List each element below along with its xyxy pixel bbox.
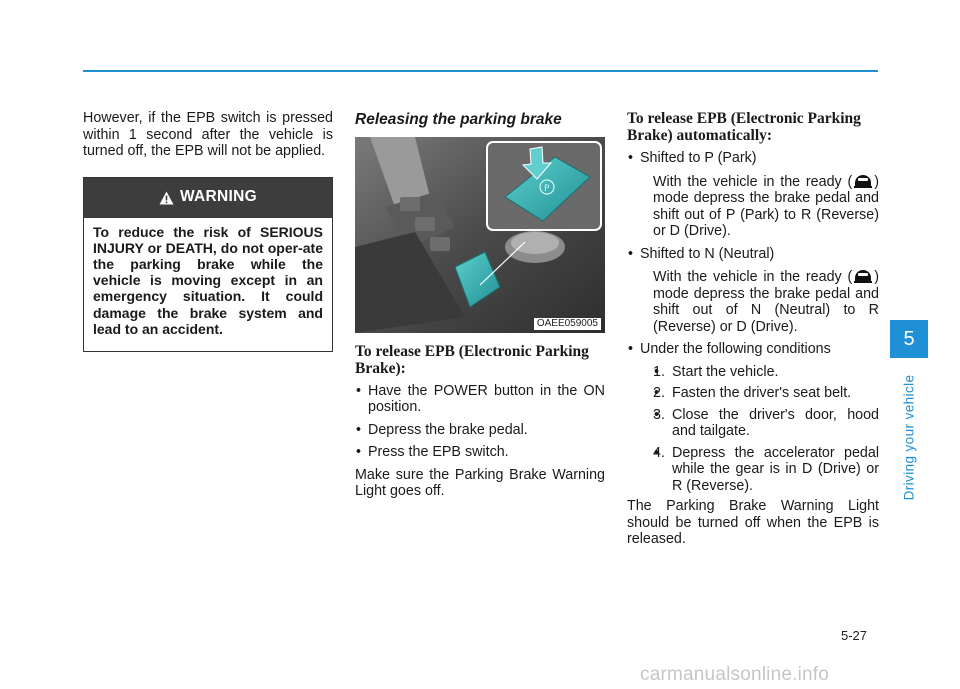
list-item: • Press the EPB switch. (355, 444, 605, 461)
warning-triangle-icon (159, 191, 174, 205)
page-number: 5-27 (841, 628, 868, 643)
condition-neutral-detail: With the vehicle in the ready ( ) mode depress the brake pedal and shift out of N (Neutral) to R (Reverse) or D (Drive). (653, 269, 879, 335)
step-item: • 2. Fasten the driver's seat belt. (653, 385, 879, 402)
list-item: • Have the POWER button in the ON position. (355, 383, 605, 416)
condition-park-detail: With the vehicle in the ready ( ) mode depress the brake pedal and shift out of P (Park) to R (Reverse) or D (Drive). (653, 173, 879, 239)
warning-text: To reduce the risk of SERIOUS INJURY or DEATH, do not oper-ate the parking brake while the vehicle is moving except in an emergency situation. It could damage the brake system and lead to an accident. (93, 223, 323, 337)
condition-steps (653, 364, 879, 495)
section-title: Releasing the parking brake (355, 111, 562, 128)
header-rule (83, 70, 878, 72)
car-ready-icon (852, 173, 874, 190)
list-item (627, 246, 879, 336)
condition-following: Under the following conditions (640, 341, 831, 357)
list-item (627, 150, 879, 240)
epb-switch-figure (355, 137, 605, 333)
auto-release-heading: To release EPB (Electronic Parking Brake) automatically: (627, 110, 861, 144)
manual-release-note: Make sure the Parking Brake Warning Light goes off. (355, 466, 605, 499)
console-illustration (355, 137, 605, 333)
chapter-title: Driving your vehicle (901, 374, 917, 500)
auto-release-conditions (627, 150, 879, 494)
car-ready-icon (852, 268, 874, 285)
warning-box (83, 177, 333, 352)
auto-release-note: The Parking Brake Warning Light should be turned off when the EPB is released. (627, 498, 879, 547)
step-item: • 1. Start the vehicle. (653, 364, 879, 381)
manual-release-steps (355, 383, 605, 461)
list-item (627, 341, 879, 494)
warning-label: WARNING (179, 188, 257, 206)
svg-text:P: P (544, 183, 550, 194)
watermark: carmanualsonline.info (640, 664, 830, 685)
manual-release-heading: To release EPB (Electronic Parking Brake): (355, 342, 589, 377)
warning-header (84, 178, 332, 218)
condition-park: Shifted to P (Park) (640, 150, 757, 166)
intro-paragraph: However, if the EPB switch is pressed within 1 second after the vehicle is turned off, the EPB will not be applied. (83, 110, 333, 159)
step-item: • 3. Close the driver's door, hood and tailgate. (653, 407, 879, 440)
condition-neutral: Shifted to N (Neutral) (640, 245, 775, 262)
middle-column (355, 110, 605, 500)
chapter-number-tab: 5 (890, 320, 928, 358)
figure-code: OAEE059005 (534, 318, 601, 330)
right-column (627, 110, 879, 548)
left-column (83, 110, 333, 352)
list-item: • Depress the brake pedal. (355, 422, 605, 439)
step-item: • 4. Depress the accelerator pedal while the gear is in D (Drive) or R (Reverse). (653, 445, 879, 495)
